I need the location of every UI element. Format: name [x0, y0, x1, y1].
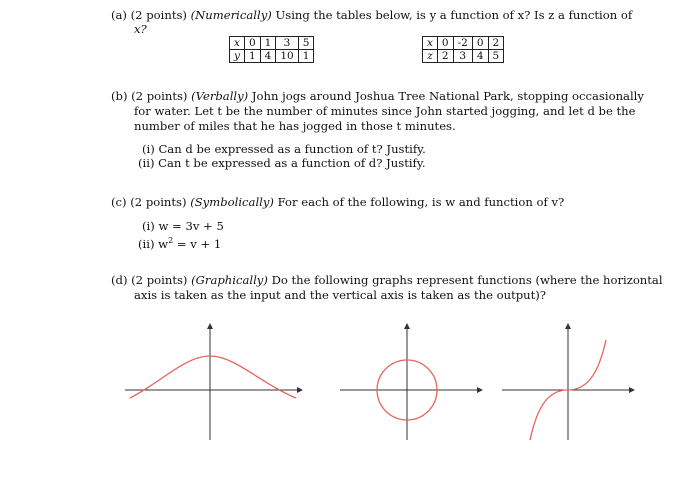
part-a-points: (2 points) [130, 8, 187, 22]
part-d-line2: axis is taken as the input and the vertical axis is taken as the output)? [134, 288, 547, 302]
table1-cell: 0 [244, 37, 260, 50]
part-b-line1 [111, 89, 644, 104]
eq2-prefix: (ii) w [138, 236, 169, 251]
part-c-text1: For each of the following, is w and function of v? [277, 195, 565, 209]
table-x-z [422, 36, 504, 63]
part-d-mode: (Graphically) [191, 273, 268, 287]
table1-cell: 3 [276, 37, 298, 50]
table2-cell: 5 [488, 50, 504, 63]
part-c-equation2 [138, 233, 221, 252]
graph-circle [338, 318, 488, 443]
table2-cell: 0 [437, 37, 453, 50]
part-a-mode: (Numerically) [190, 8, 272, 22]
table1-cell: 1 [260, 37, 276, 50]
part-a-text1: Using the tables below, is y a function of x? Is z a function of [275, 8, 633, 22]
part-b-mode: (Verbally) [191, 89, 249, 103]
table2-cell: 2 [437, 50, 453, 63]
part-b-question2: (ii) Can t be expressed as a function of d? Justify. [138, 156, 426, 170]
table2-var2: z [423, 50, 438, 63]
part-c-points: (2 points) [130, 195, 187, 209]
part-d-text1: Do the following graphs represent functions (where the horizontal [271, 273, 663, 287]
part-b-question1: (i) Can d be expressed as a function of t? Justify. [142, 142, 426, 156]
table2-var1: x [423, 37, 438, 50]
table2-cell: -2 [453, 37, 472, 50]
table1-cell: 5 [298, 37, 314, 50]
graph-bell-curve [120, 318, 310, 443]
part-b-line3: number of miles that he has jogged in those t minutes. [134, 119, 456, 133]
part-a-line2: x? [134, 22, 147, 36]
eq2-suffix: = v + 1 [173, 236, 222, 251]
bell-curve-line [130, 356, 296, 398]
table1-cell: 10 [276, 50, 298, 63]
part-b-line2: for water. Let t be the number of minutes since John started jogging, and let d be the [134, 104, 636, 118]
part-c-equation1: (i) w = 3v + 5 [142, 219, 224, 233]
table2-cell: 2 [488, 37, 504, 50]
graph-cubic [500, 318, 640, 443]
eq2-exponent: 2 [168, 236, 174, 245]
table2-cell: 3 [453, 50, 472, 63]
table2-cell: 0 [472, 37, 488, 50]
part-d-label: (d) [111, 273, 128, 287]
part-c-mode: (Symbolically) [190, 195, 274, 209]
table-x-y [229, 36, 314, 63]
table2-cell: 4 [472, 50, 488, 63]
part-b-points: (2 points) [131, 89, 188, 103]
part-c-line1 [111, 195, 564, 210]
table1-cell: 1 [298, 50, 314, 63]
part-a-label: (a) [111, 8, 127, 22]
table1-var2: y [230, 50, 245, 63]
part-d-points: (2 points) [131, 273, 188, 287]
table1-cell: 4 [260, 50, 276, 63]
table1-var1: x [230, 37, 245, 50]
part-c-label: (c) [111, 195, 127, 209]
part-a-line1 [111, 8, 632, 23]
part-d-line1 [111, 273, 663, 288]
table1-cell: 1 [244, 50, 260, 63]
part-b-text1: John jogs around Joshua Tree National Park, stopping occasionally [251, 89, 644, 103]
part-b-label: (b) [111, 89, 128, 103]
